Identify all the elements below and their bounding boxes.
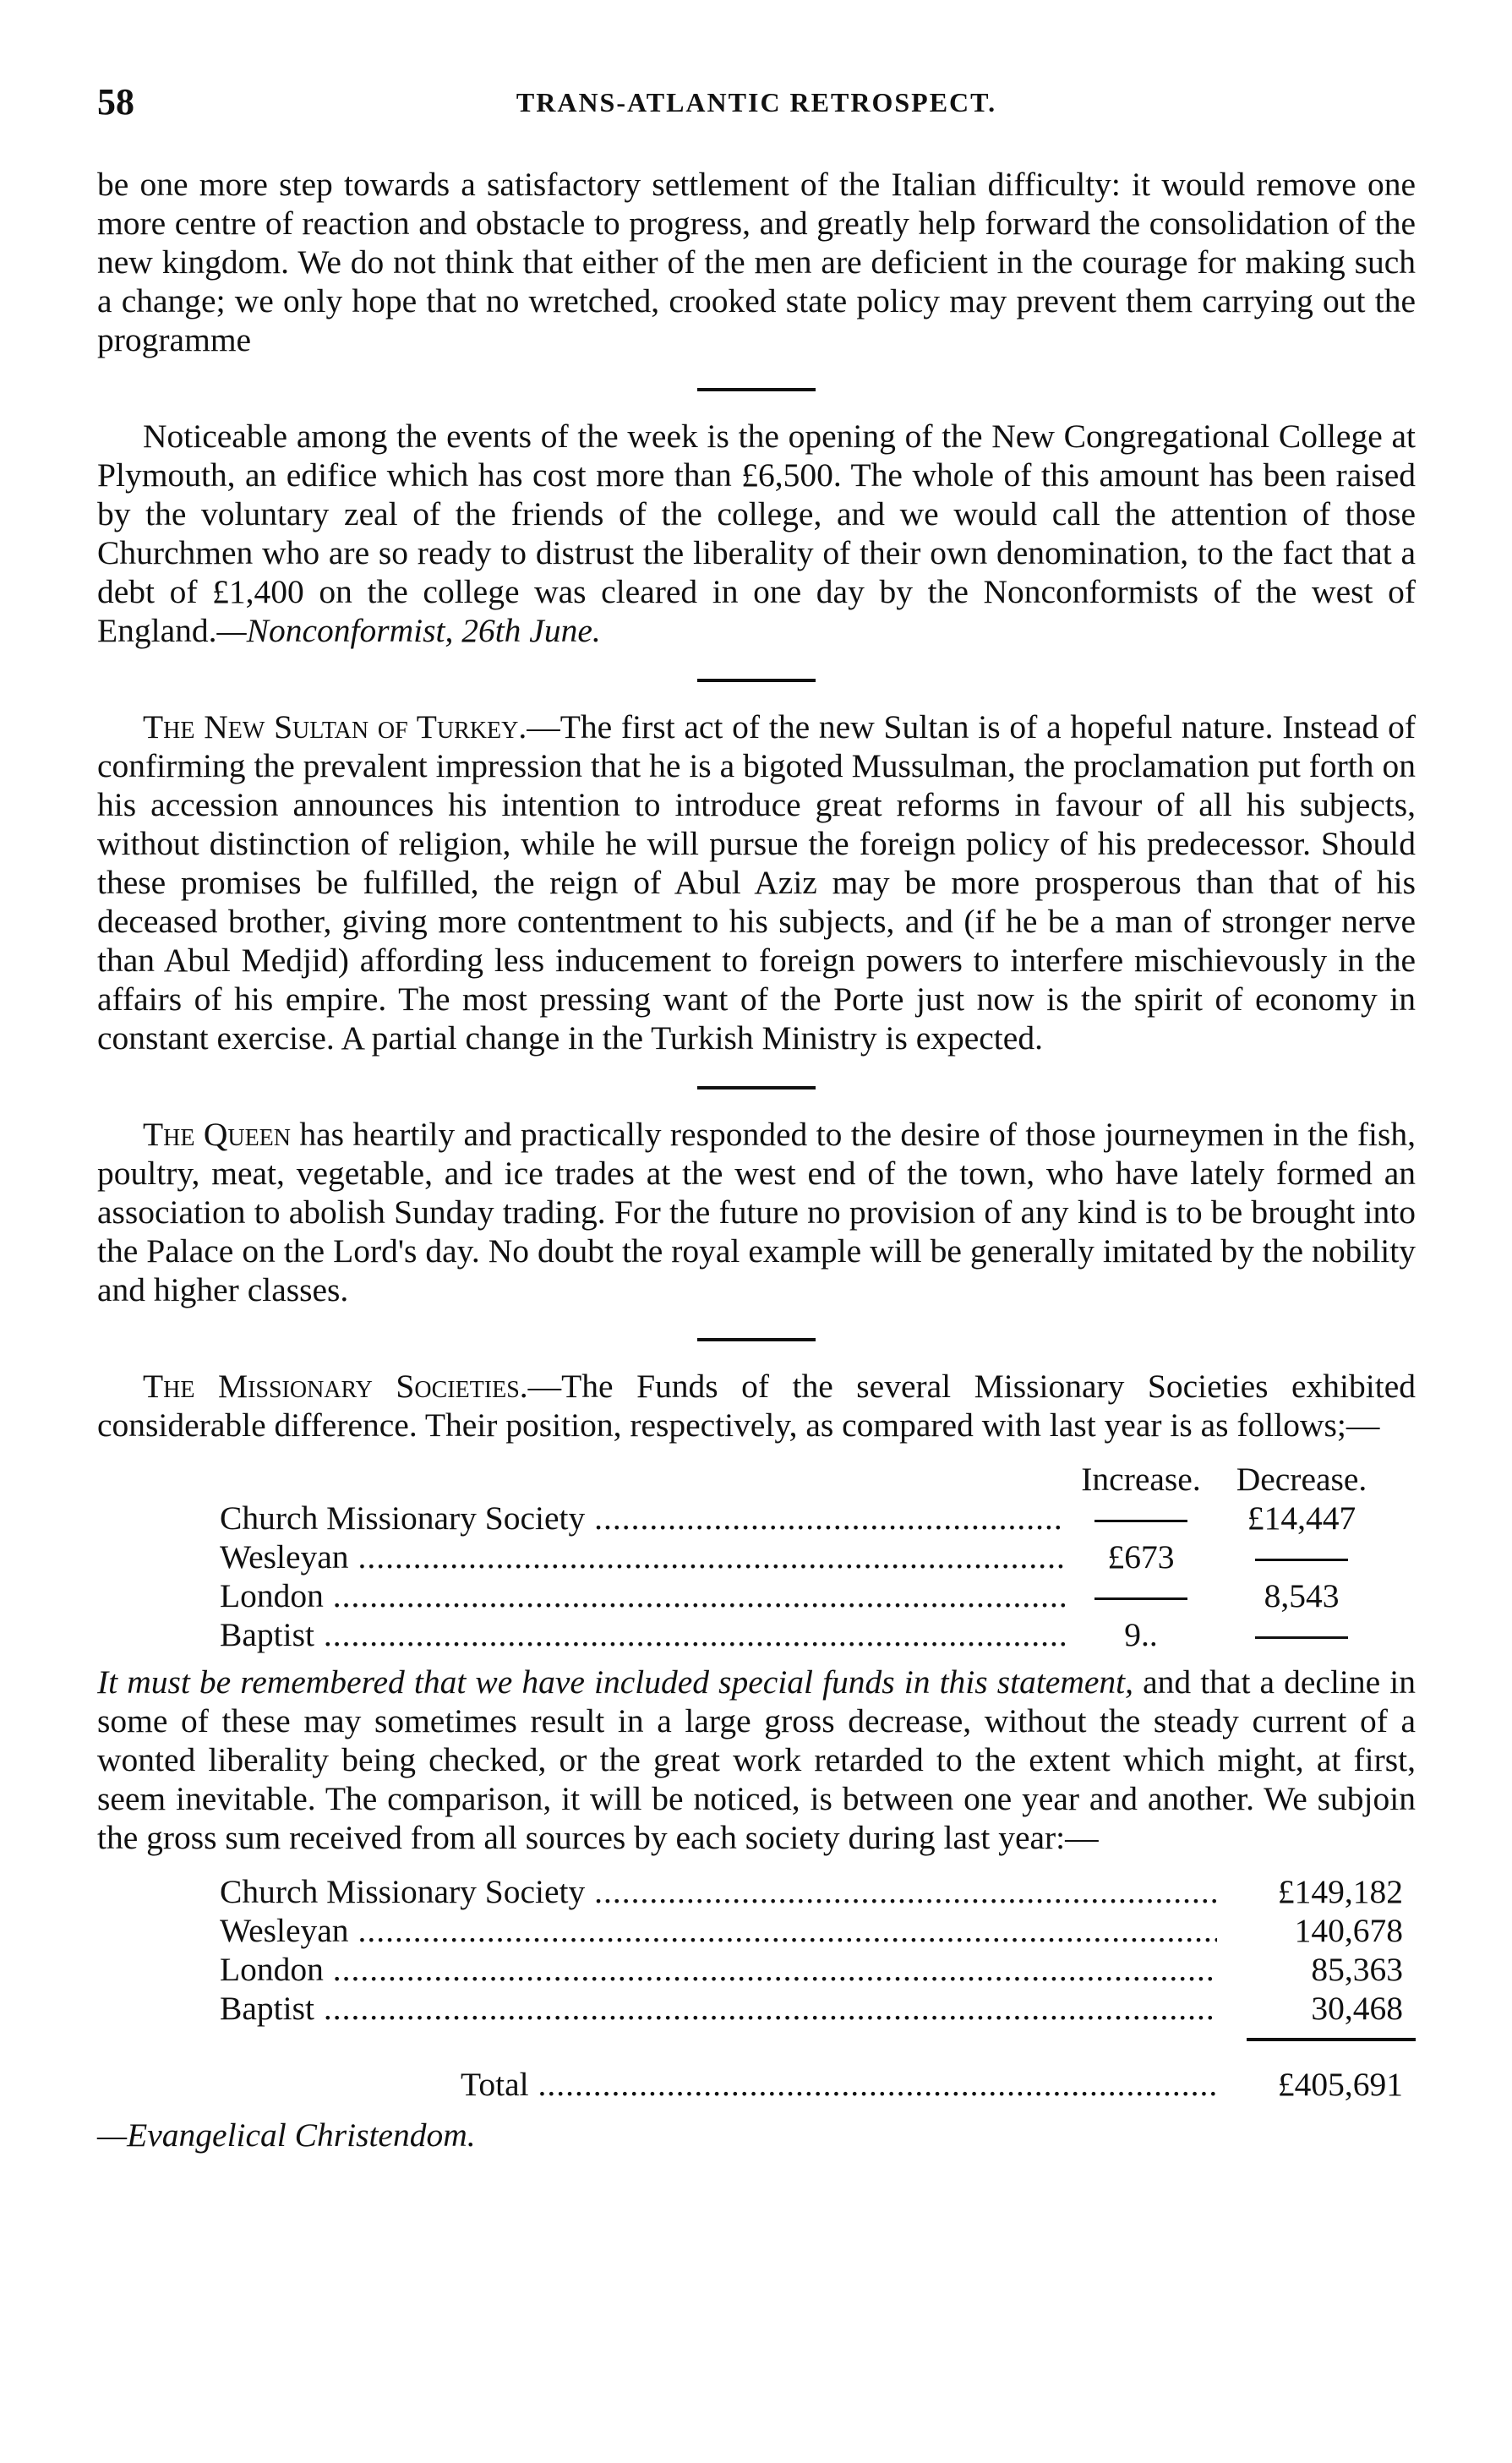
society-name: Church Missionary Society .....: [220, 1872, 1217, 1911]
section-divider: [697, 388, 816, 391]
note-text: and that a decline in some of these may sometimes result in a large gross decrease, without the steady current of a wonted liberality being checked, or the great work retarded to the extent which might, at first, seem inevitable. The comparison, it will be noticed, is between one year and another. We subjoin the gross sum received from all sources by each society during last year:—: [97, 1663, 1416, 1856]
paragraph-queen: [97, 1115, 1416, 1309]
column-header-decrease: Decrease.: [1236, 1461, 1367, 1498]
gross-amount: 30,468: [1311, 1990, 1403, 2027]
total-row: [97, 2065, 1416, 2107]
comparison-table: [97, 1460, 1416, 1654]
note-italic: It must be remembered that we have included special funds in this statement,: [97, 1663, 1133, 1701]
paragraph-college-text: Noticeable among the events of the week is the opening of the New Congregational College at Plymouth, an edifice which has cost more than £6,500. The whole of this amount has been raised by the voluntary zeal of the friends of the college, and we would call the attention of those Churchmen who are so ready to distrust the liberality of their own denomination, to the fact that a debt of £1,400 on the college was cleared in one day by the Nonconformists of the west of England.: [97, 418, 1416, 649]
running-head: TRANS-ATLANTIC RETROSPECT.: [516, 87, 997, 117]
paragraph-missionary-text: —The Funds of the several Missionary Societies exhibited considerable difference. Their position, respectively, as compared with last year is as follows;—: [97, 1368, 1416, 1444]
table-row: [97, 1989, 1416, 2028]
table-row: [97, 1911, 1416, 1950]
gross-amount: £149,182: [1277, 1873, 1403, 1910]
paragraph-sultan-text: —The first act of the new Sultan is of a hopeful nature. Instead of confirming the prevalent impression that he is a bigoted Mussulman, the proclamation put forth on his accession announces his intention to introduce great reforms in favour of all his subjects, without distinction of religion, while he will pursue the foreign policy of his predecessor. Should these promises be fulfilled, the reign of Abul Aziz may be more prosperous than that of his deceased brother, giving more contentment to his subjects, and (if he be a man of stronger nerve than Abul Medjid) affording less inducement to foreign powers to interfere mischievously in the affairs of his empire. The most pressing want of the Porte just now is the spirit of economy in constant exercise. A partial change in the Turkish Ministry is expected.: [97, 708, 1416, 1057]
page-header: [97, 80, 1416, 131]
increase-cell: [1065, 1499, 1217, 1537]
section-lead: The Queen: [143, 1116, 292, 1153]
paragraph-italian: be one more step towards a satisfactory settlement of the Italian difficulty: it would remove one more centre of reaction and obstacle to progress, and greatly help forward the consolidation of the new kingdom. We do not think that either of the men are deficient in the courage for making such a change; we only hope that no wretched, crooked state policy may prevent them carrying out the programme: [97, 166, 1416, 358]
section-divider: [697, 679, 816, 682]
comparison-table-header: [97, 1460, 1416, 1499]
table-row: [97, 1950, 1416, 1989]
decrease-cell: [1217, 1537, 1386, 1576]
table-row: [97, 1576, 1416, 1615]
table-row: [97, 1537, 1416, 1576]
decrease-cell: £14,447: [1247, 1499, 1356, 1537]
gross-table: [97, 1872, 1416, 2107]
sum-rule: [1247, 2038, 1416, 2041]
total-label: Total .....: [461, 2065, 1217, 2104]
paragraph-missionary: [97, 1367, 1416, 1444]
increase-cell: [1065, 1576, 1217, 1615]
paragraph-sultan: [97, 707, 1416, 1057]
society-name: Baptist .....: [220, 1989, 1217, 2028]
section-lead: The New Sultan of Turkey.: [143, 708, 527, 745]
society-name: Wesleyan .....: [220, 1537, 1065, 1576]
society-name: London .....: [220, 1576, 1065, 1615]
paragraph-queen-text: has heartily and practically responded to the desire of those journeymen in the fish, poultry, meat, vegetable, and ice trades at the west end of the town, who have lately formed an association to abolish Sunday trading. For the future no provision of any kind is to be brought into the Palace on the Lord's day. No doubt the royal example will be generally imitated by the nobility and higher classes.: [97, 1116, 1416, 1308]
section-divider: [697, 1338, 816, 1341]
table-row: [97, 1615, 1416, 1654]
article-body: [97, 165, 1416, 2154]
column-header-increase: Increase.: [1081, 1461, 1201, 1498]
page-number: 58: [97, 81, 134, 123]
decrease-cell: [1217, 1615, 1386, 1654]
society-name: Baptist .....: [220, 1615, 1065, 1654]
table-row: [97, 1872, 1416, 1911]
increase-cell: £673: [1107, 1538, 1175, 1576]
paragraph-note: [97, 1663, 1416, 1857]
section-divider: [697, 1086, 816, 1090]
gross-amount: 85,363: [1311, 1951, 1403, 1988]
decrease-cell: 8,543: [1264, 1577, 1340, 1614]
gross-amount: 140,678: [1294, 1912, 1403, 1949]
society-name: London .....: [220, 1950, 1217, 1989]
paragraph-college: [97, 417, 1416, 650]
section-lead: The Missionary Societies.: [143, 1368, 528, 1405]
society-name: Church Missionary Society .....: [220, 1499, 1065, 1537]
table-row: [97, 1499, 1416, 1537]
increase-cell: 9..: [1124, 1616, 1158, 1653]
society-name: Wesleyan .....: [220, 1911, 1217, 1950]
source-citation: —Nonconformist, 26th June.: [216, 612, 601, 649]
final-source-citation: —Evangelical Christendom.: [97, 2116, 476, 2154]
total-amount: £405,691: [1277, 2066, 1403, 2103]
